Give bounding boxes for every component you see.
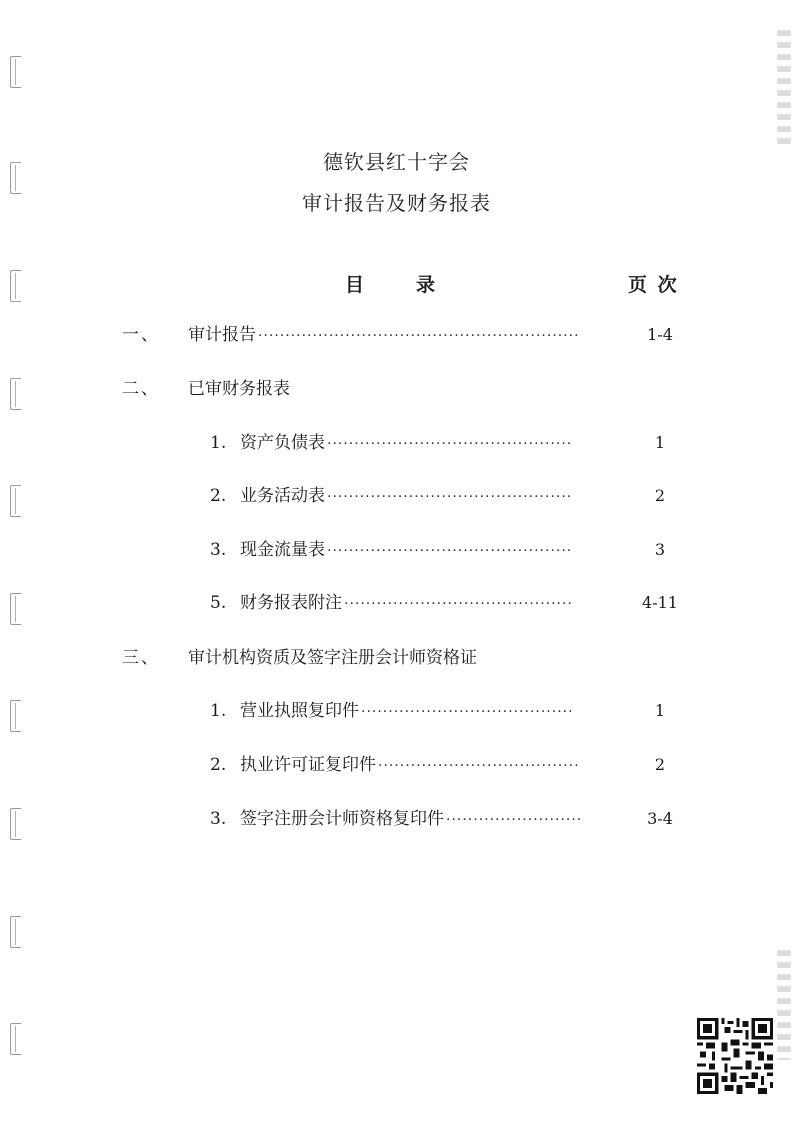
page-number: 2 (654, 755, 666, 774)
dot-leader (361, 699, 572, 725)
toc-entry (240, 806, 580, 833)
dot-leader (446, 807, 580, 833)
dot-leader (344, 591, 572, 617)
toc-entry (240, 590, 572, 617)
item-number: 2. (210, 486, 227, 506)
toc-item-row[interactable] (0, 752, 793, 778)
toc-entry (188, 645, 608, 671)
dot-leader (327, 484, 572, 510)
toc-item-row[interactable] (0, 483, 793, 509)
document-subtitle: 审计报告及财务报表 (302, 191, 491, 215)
toc-page-heading: 页 次 (628, 274, 679, 296)
item-number: 1. (210, 701, 227, 721)
item-label: 现金流量表 (240, 540, 325, 560)
section-label: 审计报告 (188, 325, 256, 345)
binding-mark (10, 56, 21, 88)
page-number: 1-4 (647, 325, 673, 344)
item-label: 营业执照复印件 (240, 701, 359, 721)
page-number: 4-11 (642, 593, 678, 612)
toc-item-row[interactable] (0, 806, 793, 832)
section-label: 已审财务报表 (188, 379, 290, 399)
item-label: 执业许可证复印件 (240, 755, 376, 775)
toc-entry (240, 483, 572, 510)
binding-mark (10, 270, 21, 302)
toc-entry (240, 752, 580, 779)
page-number: 3 (654, 540, 666, 559)
edge-stamp-trace (777, 950, 791, 1060)
toc-item-row[interactable] (0, 537, 793, 563)
dot-leader (327, 538, 572, 564)
item-label: 财务报表附注 (240, 593, 342, 613)
toc-heading-char: 目 (345, 274, 367, 296)
page-number: 2 (654, 486, 666, 505)
toc-entry (188, 322, 580, 349)
section-number: 一、 (122, 325, 160, 345)
dot-leader (258, 323, 580, 349)
toc-heading (345, 270, 437, 297)
toc-entry (240, 698, 572, 725)
page-number: 3-4 (647, 809, 673, 828)
qr-code-icon (697, 1018, 773, 1094)
item-label: 签字注册会计师资格复印件 (240, 809, 444, 829)
dot-leader (327, 431, 572, 457)
toc-section-row[interactable] (0, 322, 793, 348)
item-number: 3. (210, 809, 227, 829)
section-number: 二、 (122, 379, 160, 399)
binding-mark (10, 1023, 21, 1055)
toc-section-row[interactable] (0, 645, 793, 671)
page-number: 1 (654, 701, 666, 720)
edge-stamp-trace (777, 30, 791, 150)
toc-heading-char: 录 (416, 274, 438, 296)
page-number: 1 (654, 433, 666, 452)
section-number: 三、 (122, 648, 160, 668)
item-label: 业务活动表 (240, 486, 325, 506)
section-label: 审计机构资质及签字注册会计师资格证 (188, 648, 477, 668)
toc-entry (240, 537, 572, 564)
toc-section-row[interactable] (0, 376, 793, 402)
item-label: 资产负债表 (240, 433, 325, 453)
dot-leader (378, 753, 580, 779)
toc-entry (240, 430, 572, 457)
toc-entry (188, 376, 588, 402)
item-number: 1. (210, 433, 227, 453)
binding-mark (10, 916, 21, 948)
item-number: 5. (210, 593, 227, 613)
document-title: 德钦县红十字会 (323, 150, 470, 174)
item-number: 2. (210, 755, 227, 775)
item-number: 3. (210, 540, 227, 560)
toc-item-row[interactable] (0, 430, 793, 456)
toc-item-row[interactable] (0, 698, 793, 724)
toc-item-row[interactable] (0, 590, 793, 616)
